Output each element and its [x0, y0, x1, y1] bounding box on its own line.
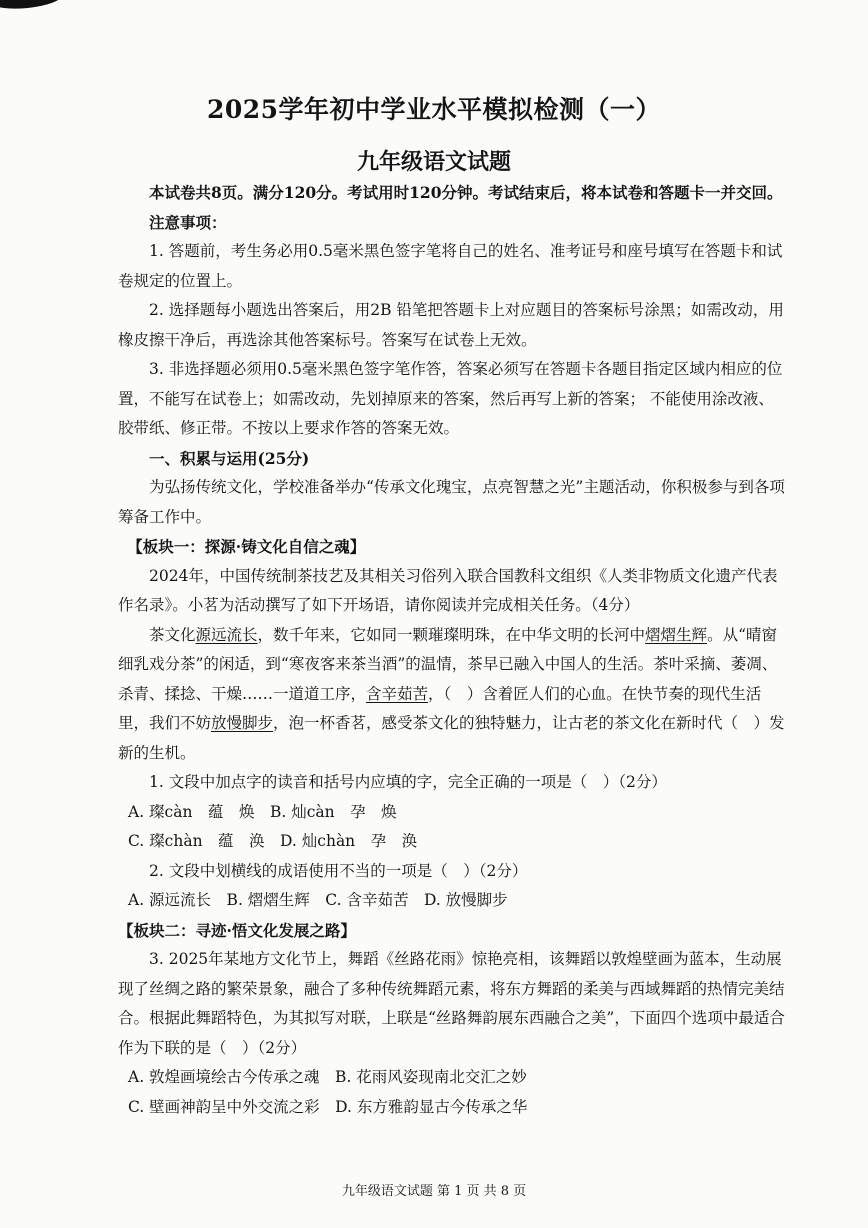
block-1-heading: 【板块一：探源·铸文化自信之魂】 [127, 537, 366, 556]
notice-heading: 注意事项： [149, 212, 227, 232]
underlined-idiom: 源远流长 [195, 625, 258, 644]
question-2-options: A. 源远流长 B. 熠熠生辉 C. 含辛茹苦 D. 放慢脚步 [128, 891, 508, 909]
passage-text: ，数千年来，它如同一颗璀璨明珠，在中华文明的长河中 [257, 625, 646, 644]
notice-item-2: 2. 选择题每小题选出答案后，用2B 铅笔把答题卡上对应题目的答案标号涂黑；如需改动，用橡皮擦干净后，再选涂其他答案标号。答案写在试卷上无效。 [118, 301, 784, 349]
block-2-heading: 【板块二：寻迹·悟文化发展之路】 [118, 920, 356, 940]
passage-text: ，（ ）含着匠人们的心血。在快节奏的现代生活里，我们不妨 [118, 684, 762, 732]
question-1: 1. 文段中加点字的读音和括号内应填的字，完全正确的一项是（ ）（2分） [149, 773, 667, 791]
question-3-options: A. 敦煌画境绘古今传承之魂 B. 花雨风姿现南北交汇之妙 [128, 1068, 527, 1086]
ink-blot [0, 0, 63, 12]
question-3: 3. 2025年某地方文化节上，舞蹈《丝路花雨》惊艳亮相，该舞蹈以敦煌壁画为蓝本，生动展现了丝绸之路的繁荣景象，融合了多种传统舞蹈元素，将东方舞蹈的柔美与西域舞蹈的热情完美结合。根据此舞蹈特色，为其拟写对联，上联是“丝路舞韵展东西融合之美”，下面四个选项中最适合作为下联的是（ ）（2分） [118, 950, 785, 1057]
exam-intro: 本试卷共8页。满分120分。考试用时120分钟。考试结束后，将本试卷和答题卡一并交回。 [149, 183, 783, 202]
question-3-options: C. 壁画神韵呈中外交流之彩 D. 东方雅韵显古今传承之华 [128, 1097, 528, 1116]
section-1-intro: 为弘扬传统文化，学校准备举办“传承文化瑰宝，点亮智慧之光”主题活动，你积极参与到各项筹备工作中。 [118, 478, 785, 526]
page-content [118, 178, 786, 1122]
question-1-options: C. 璨chàn 蕴 涣 D. 灿chàn 孕 涣 [128, 832, 418, 850]
notice-item-3: 3. 非选择题必须用0.5毫米黑色签字笔作答，答案必须写在答题卡各题目指定区域内相应的位置，不能写在试卷上；如需改动，先划掉原来的答案，然后再写上新的答案； 不能使用涂改液、胶带纸、修正带。不按以上要求作答的答案无效。 [118, 360, 783, 437]
exam-subtitle: 九年级语文试题 [356, 149, 511, 175]
passage-text: ，泡一杯香茗，感受茶文化的独特魅力，让古老的茶文化在新时代（ ）发新的生机。 [118, 714, 785, 762]
block-1-intro: 2024年，中国传统制茶技艺及其相关习俗列入联合国教科文组织《人类非物质文化遗产代表作名录》。小茗为活动撰写了如下开场语，请你阅读并完成相关任务。（4分） [118, 566, 778, 614]
exam-title: 2025学年初中学业水平模拟检测（一） [206, 95, 662, 124]
passage-text: 。从“晴窗细乳戏分茶”的闲适，到“寒夜客来茶当酒”的温情，茶早已融入中国人的生活。茶叶采摘、萎凋、杀青、揉捻、干燥……一道道工序， [118, 625, 778, 703]
page-footer: 九年级语文试题 第 1 页 共 8 页 [341, 1184, 527, 1199]
section-heading-1: 一、积累与运用(25分) [149, 448, 310, 468]
underlined-idiom: 放慢脚步 [211, 714, 274, 732]
question-1-options: A. 璨càn 蕴 焕 B. 灿càn 孕 焕 [128, 802, 397, 821]
tea-passage [118, 621, 786, 769]
underlined-idiom: 含辛茹苦 [366, 684, 429, 703]
passage-text: 茶文化 [149, 625, 196, 644]
notice-item-1: 1. 答题前，考生务必用0.5毫米黑色签字笔将自己的姓名、准考证号和座号填写在答题卡和试卷规定的位置上。 [118, 242, 783, 290]
underlined-idiom: 熠熠生辉 [645, 625, 708, 644]
question-2: 2. 文段中划横线的成语使用不当的一项是（ ）（2分） [149, 861, 528, 880]
